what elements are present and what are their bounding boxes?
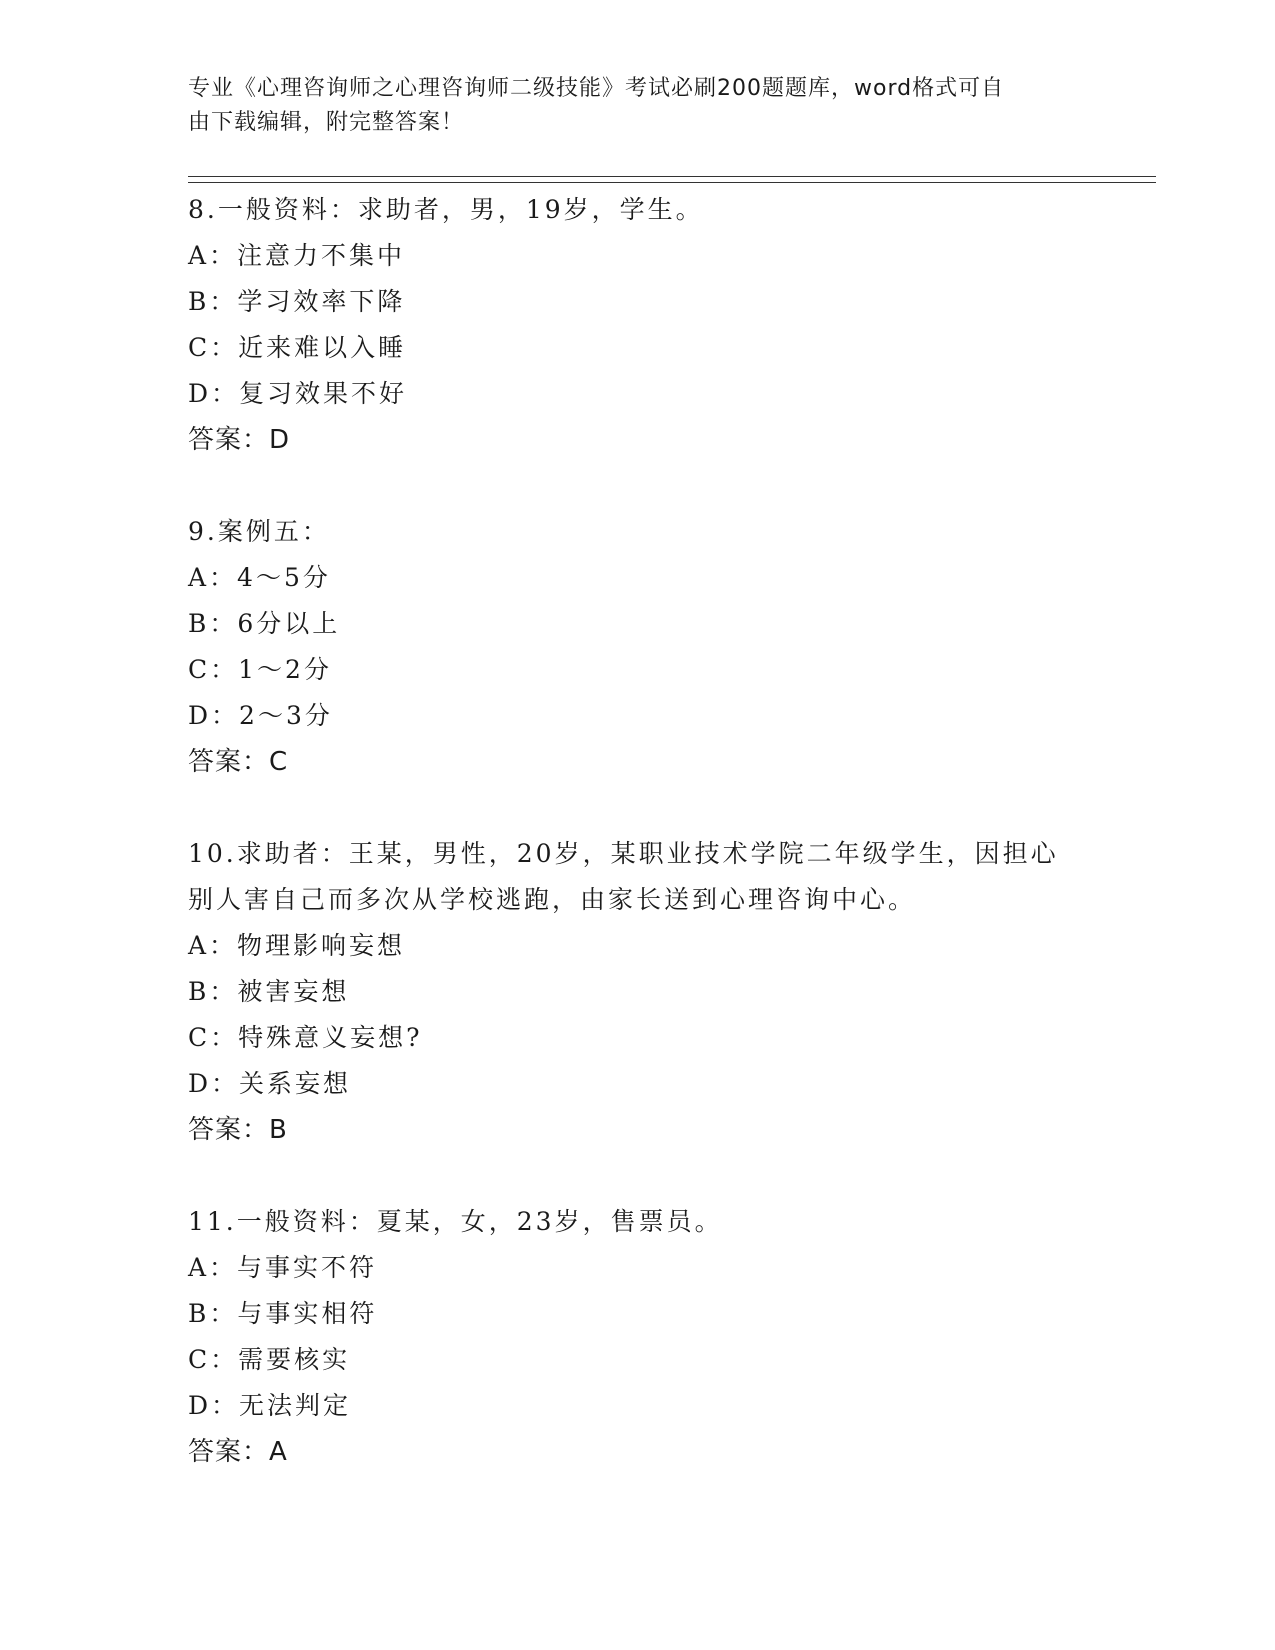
option-d: D：复习效果不好 <box>188 379 408 408</box>
option-b: B：被害妄想 <box>188 977 350 1006</box>
option-d: D：关系妄想 <box>188 1069 352 1098</box>
answer-label: 答案：B <box>188 1115 288 1145</box>
question-stem: 9.案例五： <box>188 517 330 546</box>
question-8 <box>188 187 1088 463</box>
document-header <box>188 72 1088 140</box>
option-a: A：注意力不集中 <box>188 241 406 270</box>
option-a: A：4～5分 <box>188 563 331 592</box>
header-line-2: 由下载编辑，附完整答案！ <box>188 110 465 135</box>
option-b: B：与事实相符 <box>188 1299 378 1328</box>
question-stem: 8.一般资料：求助者，男，19岁，学生。 <box>188 195 704 224</box>
answer-label: 答案：A <box>188 1437 288 1467</box>
option-c: C：1～2分 <box>188 655 332 684</box>
question-stem-line-2: 别人害自己而多次从学校逃跑，由家长送到心理咨询中心。 <box>188 885 917 914</box>
question-stem: 11.一般资料：夏某，女，23岁，售票员。 <box>188 1207 723 1236</box>
answer-label: 答案：D <box>188 425 291 455</box>
option-b: B：学习效率下降 <box>188 287 406 316</box>
option-c: C：特殊意义妄想? <box>188 1023 423 1052</box>
question-11 <box>188 1199 1088 1475</box>
question-9 <box>188 509 1088 785</box>
header-divider-top <box>188 176 1156 177</box>
header-line-1: 专业《心理咨询师之心理咨询师二级技能》考试必刷200题题库，word格式可自 <box>188 76 1005 101</box>
option-a: A：物理影响妄想 <box>188 931 406 960</box>
answer-label: 答案：C <box>188 747 289 777</box>
option-d: D：无法判定 <box>188 1391 352 1420</box>
option-c: C：需要核实 <box>188 1345 351 1374</box>
option-c: C：近来难以入睡 <box>188 333 407 362</box>
option-d: D：2～3分 <box>188 701 333 730</box>
option-b: B：6分以上 <box>188 609 341 638</box>
option-a: A：与事实不符 <box>188 1253 378 1282</box>
question-stem-line-1: 10.求助者：王某，男性，20岁，某职业技术学院二年级学生，因担心 <box>188 839 1059 868</box>
header-divider-bottom <box>188 182 1156 183</box>
question-10 <box>188 831 1088 1153</box>
question-list <box>188 187 1088 1521</box>
